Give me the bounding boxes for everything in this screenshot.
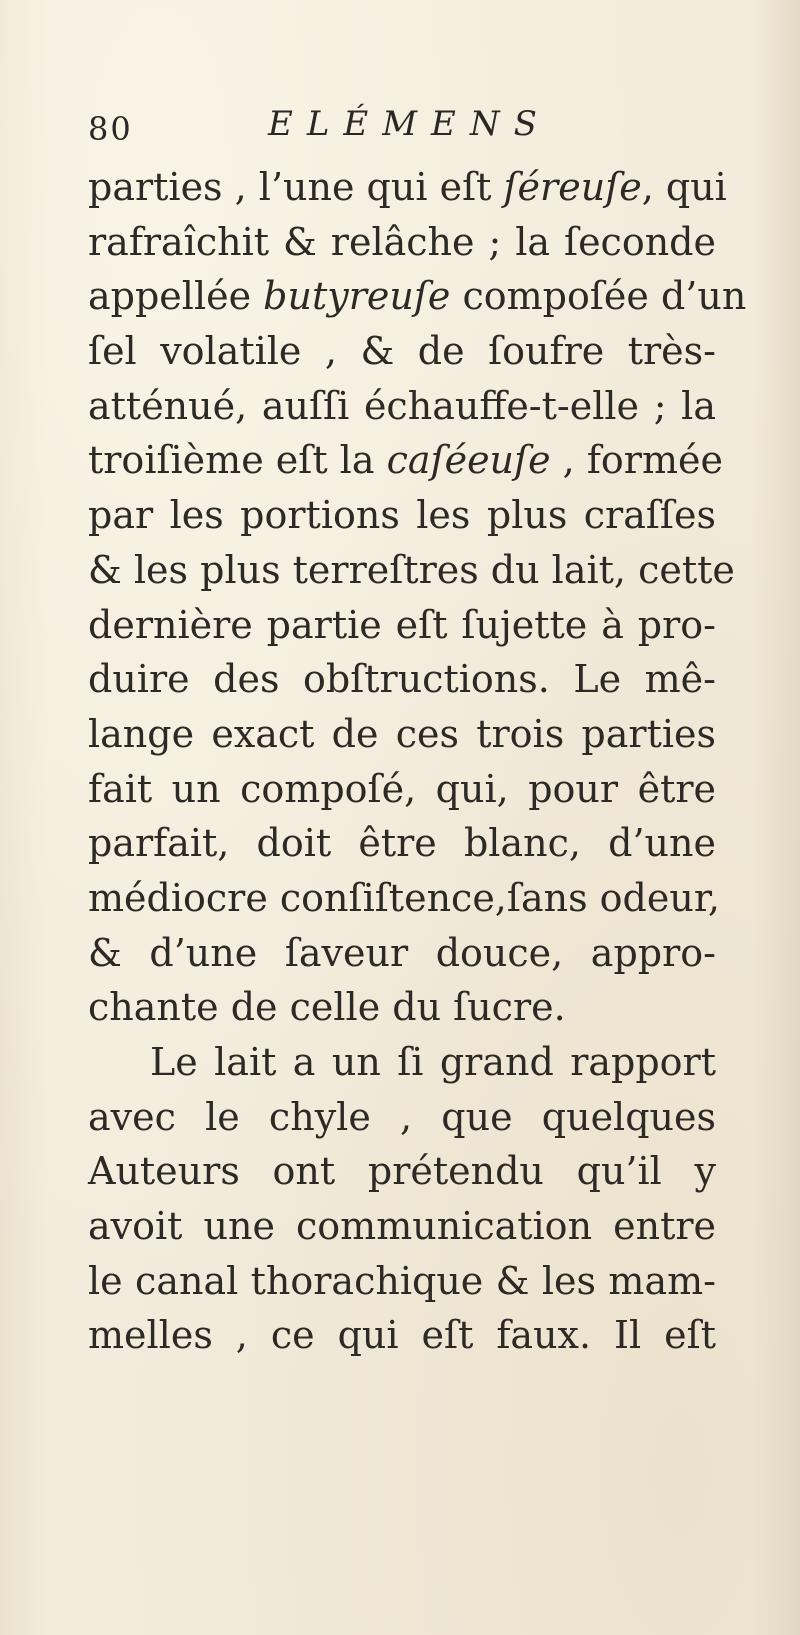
italic-term: butyreuſe — [263, 274, 451, 319]
text-line: & les plus terreſtres du lait, cette — [88, 547, 735, 592]
text-line: melles , ce qui eſt faux. Il eſt — [88, 1313, 716, 1358]
text-line: médiocre conſiſtence,ſans odeur, — [88, 875, 720, 920]
text-line: & d’une ſaveur douce, appro- — [88, 930, 716, 975]
text-line: avec le chyle , que quelques — [88, 1094, 716, 1139]
text-line: duire des obſtructions. Le mê- — [88, 657, 716, 702]
page-number: 80 — [88, 110, 133, 148]
text-line: Le lait a un ſi grand rapport — [150, 1040, 716, 1084]
italic-term: caſéeuſe — [386, 438, 551, 483]
text-line: parties , l’une qui eſt ſéreuſe, qui — [88, 165, 727, 209]
text-line: rafraîchit & relâche ; la ſeconde — [88, 219, 716, 264]
page-header — [88, 104, 708, 154]
text-line: atténué, auſſi échauffe-t-elle ; la — [88, 383, 716, 428]
text-line: fait un compoſé, qui, pour être — [88, 766, 716, 811]
text-line: Auteurs ont prétendu qu’il y — [88, 1149, 716, 1194]
text-line: lange exact de ces trois parties — [88, 711, 716, 756]
text-line: troiſième eſt la caſéeuſe , formée — [88, 438, 723, 483]
text-line: ſel volatile , & de ſoufre très- — [88, 329, 716, 374]
text-line: par les portions les plus craſſes — [88, 493, 716, 538]
text-line: avoit une communication entre — [88, 1204, 716, 1249]
text-line: chante de celle du ſucre. — [88, 985, 566, 1030]
text-line: appellée butyreuſe compoſée d’un — [88, 274, 747, 319]
italic-term: ſéreuſe — [503, 165, 642, 209]
running-head: ELÉMENS — [268, 104, 551, 144]
text-line: parfait, doit être blanc, d’une — [88, 821, 716, 866]
body-text — [88, 160, 747, 1363]
text-line: le canal thorachique & les mam- — [88, 1258, 716, 1303]
text-line: dernière partie eſt ſujette à pro- — [88, 602, 716, 647]
